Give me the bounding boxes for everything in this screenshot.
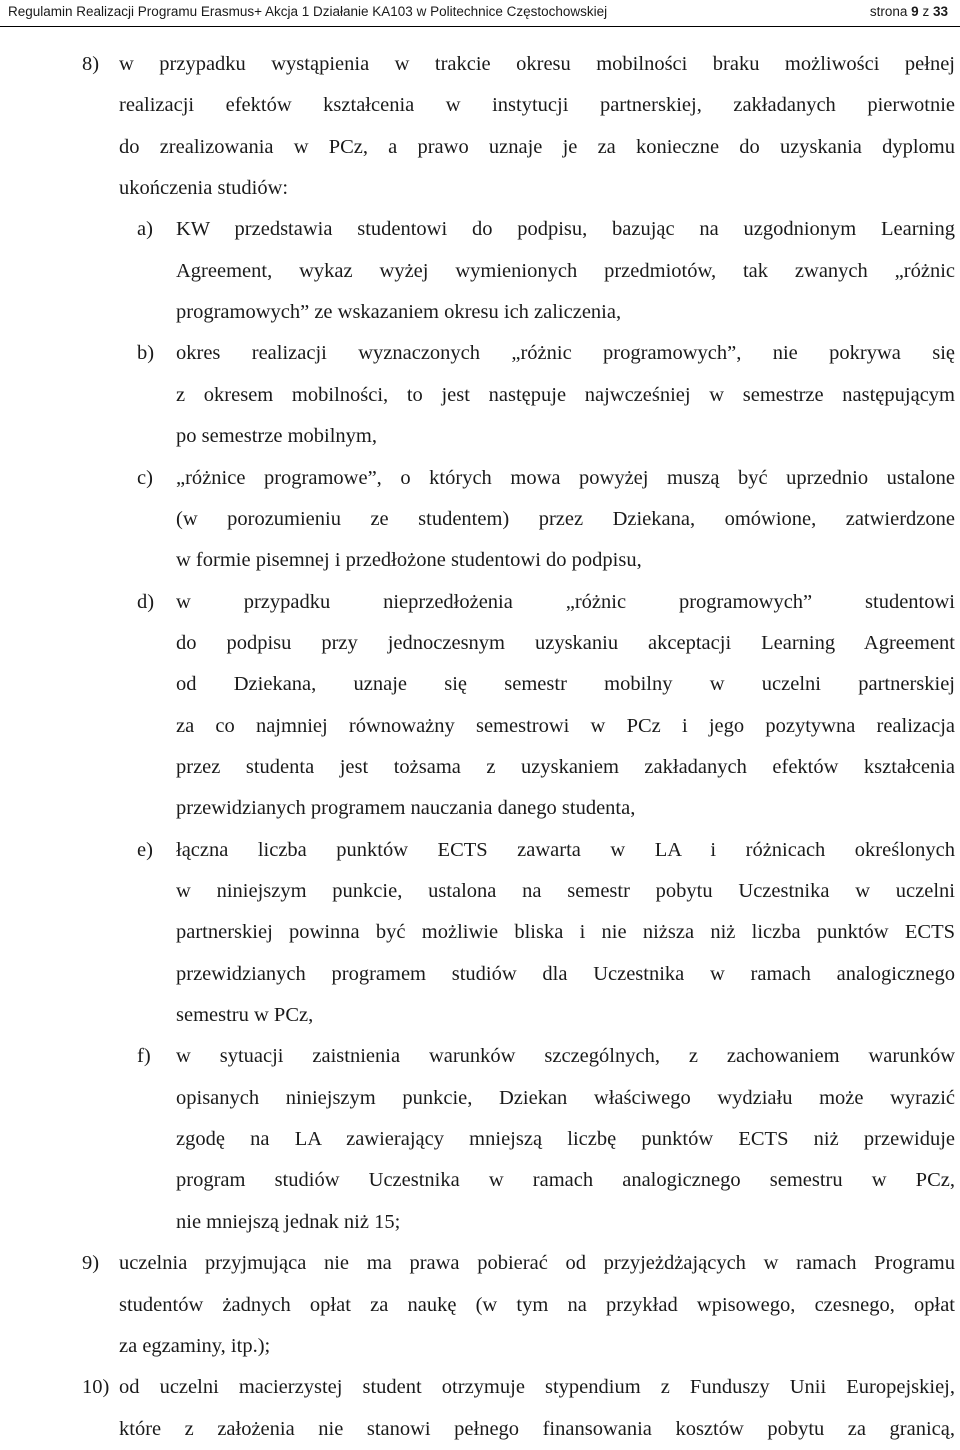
page-number: [870, 0, 948, 24]
text-line: „różnice programowe”, o których mowa powyżej muszą być uprzednio ustalone: [176, 466, 955, 489]
text-line: nie mniejszą jednak niż 15;: [176, 1210, 401, 1233]
text-line: studentów żadnych opłat za naukę (w tym na przykład wpisowego, czesnego, opłat: [119, 1293, 955, 1316]
text-line: z okresem mobilności, to jest następuje najwcześniej w semestrze następującym: [176, 383, 955, 406]
text-line: w przypadku wystąpienia w trakcie okresu mobilności braku możliwości pełnej: [119, 53, 955, 75]
text-line: po semestrze mobilnym,: [176, 425, 377, 448]
text-line: do zrealizowania w PCz, a prawo uznaje je za konieczne do uzyskania dyplomu: [119, 135, 955, 158]
text-line: od uczelni macierzystej student otrzymuje stypendium z Funduszy Unii Europejskiej,: [119, 1376, 955, 1399]
text-line: przewidzianych programem studiów dla Uczestnika w ramach analogicznego: [176, 962, 955, 985]
text-line: do podpisu przy jednoczesnym uzyskaniu akceptacji Learning Agreement: [176, 631, 955, 654]
text-line: za egzaminy, itp.);: [119, 1334, 271, 1357]
text-line: realizacji efektów kształcenia w instytucji partnerskiej, zakładanych pierwotnie: [119, 94, 955, 117]
page-label: strona: [869, 4, 908, 19]
text-line: w sytuacji zaistnienia warunków szczególnych, z zachowaniem warunków: [176, 1045, 955, 1068]
list-marker: 8): [82, 53, 100, 75]
page-separator: z: [922, 4, 930, 19]
text-line: w przypadku nieprzedłożenia „różnic programowych” studentowi: [176, 590, 955, 613]
text-line: przez studenta jest tożsama z uzyskaniem zakładanych efektów kształcenia: [176, 755, 955, 778]
text-line: w formie pisemnej i przedłożone studentowi do podpisu,: [176, 549, 642, 572]
text-line: przewidzianych programem nauczania danego studenta,: [176, 797, 636, 820]
text-line: od Dziekana, uznaje się semestr mobilny w uczelni partnerskiej: [176, 673, 955, 696]
list-marker: 9): [82, 1252, 100, 1275]
text-line: semestru w PCz,: [176, 1004, 314, 1027]
list-marker: a): [137, 218, 153, 241]
text-line: partnerskiej powinna być możliwie bliska i nie niższa niż liczba punktów ECTS: [176, 921, 955, 944]
current-page: 9: [911, 4, 919, 19]
text-line: KW przedstawia studentowi do podpisu, bazując na uzgodnionym Learning: [176, 218, 955, 241]
list-marker: b): [137, 342, 155, 365]
text-line: Agreement, wykaz wyżej wymienionych przedmiotów, tak zwanych „różnic: [176, 259, 955, 282]
header-divider: [0, 26, 960, 27]
list-marker: e): [137, 838, 153, 861]
text-line: za co najmniej równoważny semestrowi w PCz i jego pozytywna realizacja: [176, 714, 955, 737]
list-marker: 10): [82, 1376, 110, 1399]
text-line: łączna liczba punktów ECTS zawarta w LA i różnicach określonych: [176, 838, 955, 861]
text-line: program studiów Uczestnika w ramach analogicznego semestru w PCz,: [176, 1169, 955, 1192]
text-line: (w porozumieniu ze studentem) przez Dziekana, omówione, zatwierdzone: [176, 507, 955, 530]
text-line: uczelnia przyjmująca nie ma prawa pobierać od przyjeżdżających w ramach Programu: [119, 1252, 955, 1275]
text-line: zgodę na LA zawierający mniejszą liczbę punktów ECTS niż przewiduje: [176, 1128, 955, 1151]
text-line: w niniejszym punkcie, ustalona na semestr pobytu Uczestnika w uczelni: [176, 880, 955, 902]
document-title: Regulamin Realizacji Programu Erasmus+ Akcja 1 Działanie KA103 w Politechnice Częstochowskiej: [8, 4, 608, 19]
page-header: [0, 0, 960, 26]
total-pages: 33: [932, 4, 948, 19]
text-line: programowych” ze wskazaniem okresu ich zaliczenia,: [176, 301, 622, 324]
list-marker: d): [137, 590, 155, 613]
list-marker: f): [137, 1045, 151, 1068]
text-line: opisanych niniejszym punkcie, Dziekan właściwego wydziału może wyrazić: [176, 1086, 955, 1109]
list-marker: c): [137, 466, 153, 489]
text-line: które z założenia nie stanowi pełnego finansowania kosztów pobytu za granicą,: [119, 1417, 955, 1440]
text-line: okres realizacji wyznaczonych „różnic programowych”, nie pokrywa się: [176, 342, 955, 365]
text-line: ukończenia studiów:: [119, 177, 289, 200]
